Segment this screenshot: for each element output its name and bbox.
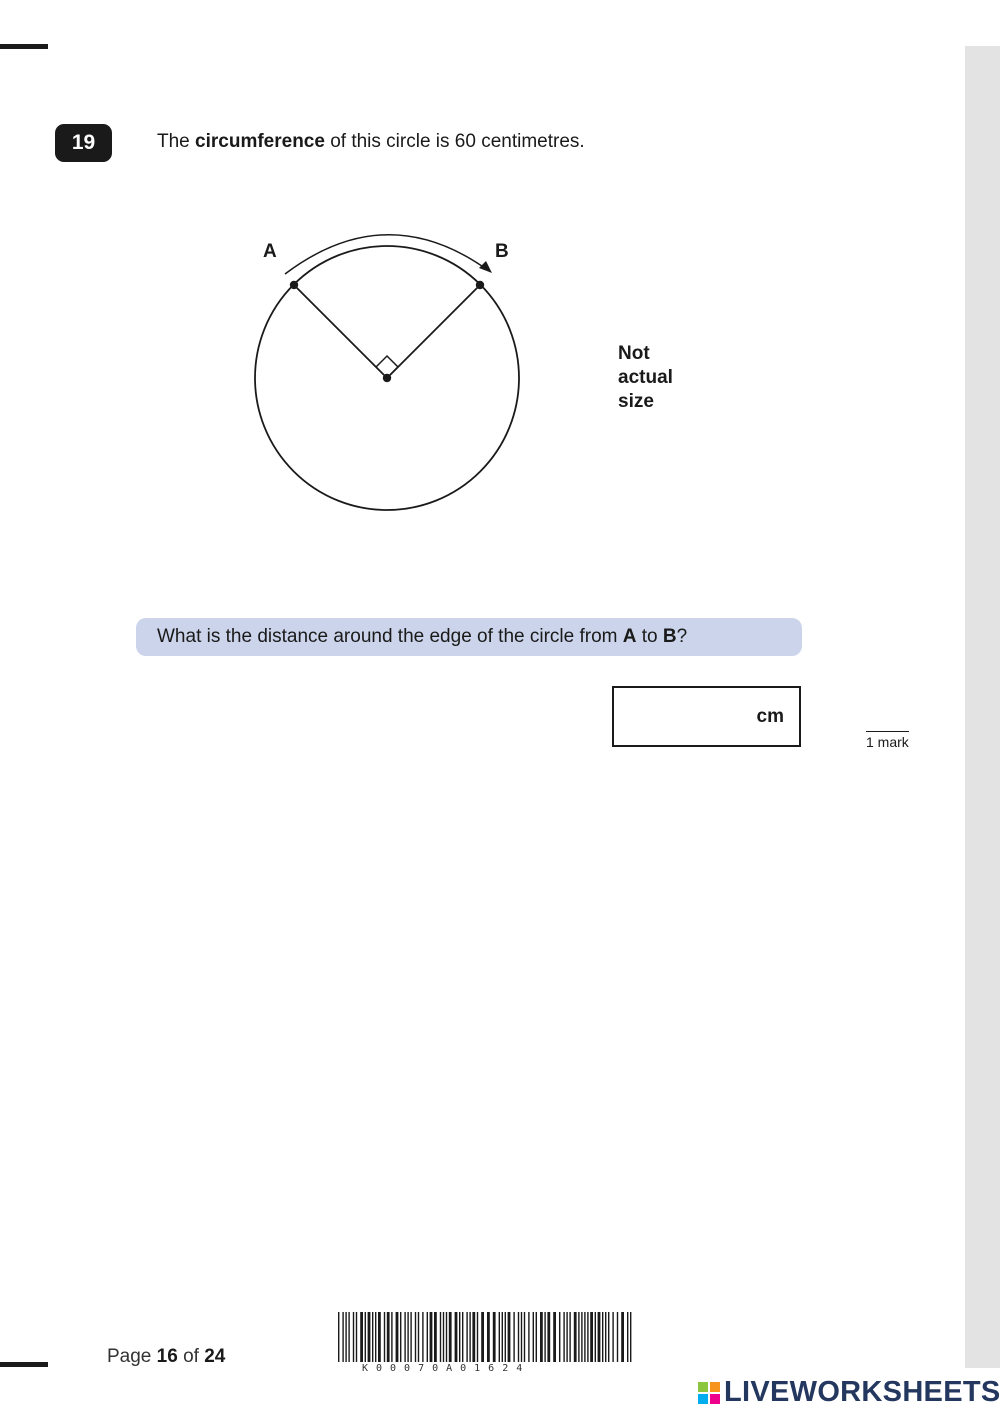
barcode-bar [368,1312,371,1362]
barcode-bar [410,1312,411,1362]
barcode-bar [559,1312,560,1362]
question-prompt [136,618,802,656]
point-a [290,281,298,289]
barcode-bar [427,1312,428,1362]
barcode-bar [499,1312,500,1362]
page-mid: of [177,1346,205,1367]
logo-square [710,1382,720,1392]
barcode-bar [365,1312,366,1362]
mark-allocation: 1 mark [866,731,909,750]
liveworksheets-logo-icon [698,1382,720,1404]
note-line: size [618,391,654,412]
barcode-bar [384,1312,385,1362]
barcode-bar [563,1312,564,1362]
barcode-bar [407,1312,408,1362]
prompt-point-a: A [622,626,637,647]
barcode-bar [404,1312,405,1362]
barcode-bar [566,1312,567,1362]
stem-text-bold: circumference [195,131,325,152]
barcode-bar [378,1312,381,1362]
barcode-bar [612,1312,613,1362]
barcode-text: K00070A01624 [362,1363,531,1374]
page-total: 24 [204,1346,226,1367]
barcode-bar [493,1312,496,1362]
barcode-bar [598,1312,601,1362]
barcode-bar [544,1312,545,1362]
question-number-badge: 19 [55,124,112,162]
barcode-bar [455,1312,458,1362]
barcode-bar [587,1312,588,1362]
barcode-bar [581,1312,582,1362]
barcode-bar [578,1312,579,1362]
barcode-bar [536,1312,537,1362]
barcode-bar [422,1312,423,1362]
barcode-bar [400,1312,401,1362]
barcode-bar [477,1312,478,1362]
barcode-bar [356,1312,357,1362]
stem-text-after: of this circle is 60 centimetres. [324,131,585,152]
note-line: actual [618,367,673,388]
barcode-bar [508,1312,511,1362]
barcode-bar [569,1312,570,1362]
barcode-bar [443,1312,444,1362]
barcode-bar [518,1312,519,1362]
barcode-bar [595,1312,596,1362]
barcode-bar [418,1312,419,1362]
barcode-bar [338,1312,339,1362]
barcode-bar [602,1312,603,1362]
barcode-bar [533,1312,534,1362]
barcode-bar [553,1312,556,1362]
prompt-text-after: ? [676,626,688,647]
barcode-bar [446,1312,447,1362]
arc-arrow [285,235,489,274]
answer-input-box[interactable] [612,686,801,747]
arc-arrow-head [479,261,492,273]
barcode-bar [540,1312,543,1362]
page-edge-mark-bottom [0,1362,48,1367]
barcode-bar [396,1312,399,1362]
note-line: Not [618,343,650,364]
prompt-point-b: B [662,626,677,647]
barcode-bar [415,1312,416,1362]
radius-line-b [387,285,480,378]
barcode-bar [472,1312,475,1362]
answer-unit-label: cm [756,706,784,727]
page-side-strip [965,46,1000,1368]
point-b [476,281,484,289]
barcode-bar [502,1312,503,1362]
barcode-bar [462,1312,463,1362]
circle-diagram [230,215,540,525]
barcode-bar [524,1312,525,1362]
barcode-bar [360,1312,363,1362]
barcode-bar [342,1312,343,1362]
barcode-bar [584,1312,585,1362]
barcode-bar [469,1312,470,1362]
logo-square [698,1382,708,1392]
page-edge-mark-top [0,44,48,49]
barcode-bar [440,1312,441,1362]
barcode-bar [547,1312,550,1362]
barcode-bar [345,1312,346,1362]
centre-point [383,374,391,382]
barcode-bar [621,1312,624,1362]
logo-square [698,1394,708,1404]
barcode-bar [505,1312,506,1362]
point-a-label: A [263,241,277,262]
barcode-bar [481,1312,484,1362]
barcode-bar [513,1312,514,1362]
barcode-bar [466,1312,467,1362]
barcode-bar [590,1312,593,1362]
barcode [338,1312,636,1364]
barcode-bar [574,1312,577,1362]
barcode-bar [605,1312,606,1362]
barcode-bar [430,1312,433,1362]
barcode-bar [608,1312,609,1362]
page-prefix: Page [107,1346,157,1367]
barcode-bar [449,1312,452,1362]
radius-line-a [294,285,387,378]
barcode-bar [487,1312,490,1362]
page-number [107,1346,225,1368]
prompt-text-before: What is the distance around the edge of the circle from [157,626,623,647]
barcode-bar [348,1312,349,1362]
barcode-bar [375,1312,376,1362]
logo-square [710,1394,720,1404]
barcode-bar [627,1312,628,1362]
liveworksheets-wordmark: LIVEWORKSHEETS [724,1376,1000,1408]
barcode-bar [617,1312,618,1362]
barcode-bar [353,1312,354,1362]
barcode-bar [434,1312,437,1362]
stem-text-before: The [157,131,196,152]
prompt-text-middle: to [636,626,663,647]
barcode-bar [528,1312,529,1362]
page-current: 16 [156,1346,178,1367]
barcode-bar [521,1312,522,1362]
not-actual-size-note [618,342,673,414]
barcode-bar [387,1312,390,1362]
barcode-bar [630,1312,631,1362]
liveworksheets-brand [698,1376,1000,1409]
barcode-bar [372,1312,373,1362]
question-stem [157,131,585,153]
barcode-bar [459,1312,460,1362]
point-b-label: B [495,241,509,262]
barcode-bar [391,1312,392,1362]
